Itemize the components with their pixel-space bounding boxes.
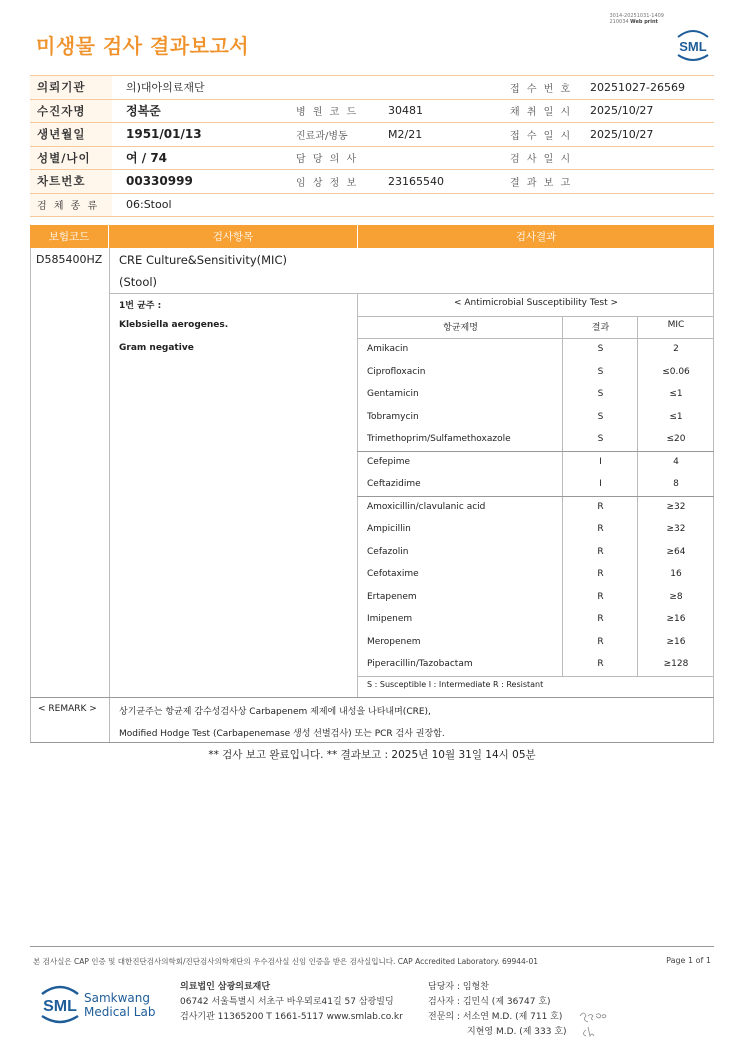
info-row-specimen [30, 194, 714, 218]
col-result: 검사결과 [515, 231, 557, 243]
antibiotic-mic: ≤1 [669, 389, 683, 399]
organism-name: Klebsiella aerogenes. [119, 320, 229, 330]
staff-1: 임형찬 [462, 982, 489, 992]
antibiotic-mic: 16 [670, 569, 682, 579]
row-divider-ast-title [357, 316, 714, 317]
test-item-line2: (Stool) [119, 275, 158, 289]
stamp-id: 3014-20251031-1409 [609, 13, 664, 19]
brand-line2: Medical Lab [84, 1005, 156, 1019]
antibiotic-result: R [597, 569, 604, 579]
clinical-value: 23165540 [388, 174, 444, 188]
name-label: 수진자명 [30, 100, 112, 123]
antibiotic-mic: ≥16 [666, 614, 686, 624]
sml-logo [672, 25, 714, 63]
table-border-left [30, 248, 31, 742]
staff-4: 지현영 M.D. (제 333 호) [467, 1027, 567, 1037]
svg-text:SML: SML [679, 39, 707, 54]
hospital-code-value: 30481 [388, 104, 423, 118]
antibiotic-result: R [597, 546, 604, 557]
antibiotic-name: Ampicillin [367, 524, 411, 534]
antibiotic-mic: ≤20 [666, 434, 686, 444]
remark-line2: Modified Hodge Test (Carbapenemase 생성 선별검사) 또는 PCR 검사 권장함. [119, 729, 445, 739]
receipt-no-label: 접 수 번 호 [510, 83, 573, 95]
antibiotic-name: Amoxicillin/clavulanic acid [367, 501, 486, 512]
stamp-code: 210034 [609, 19, 629, 25]
hospital-code-label: 병 원 코 드 [296, 107, 359, 119]
antibiotic-name: Trimethoprim/Sulfamethoxazole [367, 434, 511, 444]
remark-label: < REMARK > [38, 704, 97, 714]
antibiotic-result: S [597, 411, 604, 422]
info-row-chart [30, 170, 714, 194]
ast-title: < Antimicrobial Susceptibility Test > [454, 298, 618, 308]
antibiotic-mic: ≥64 [666, 546, 686, 557]
info-row-name [30, 100, 714, 124]
received-value: 2025/10/27 [590, 127, 654, 141]
dob-label: 생년월일 [30, 123, 112, 146]
report-complete: ** 검사 보고 완료입니다. ** 결과보고 : 2025년 10월 31일 14시 05분 [208, 749, 536, 761]
ast-col-mic: MIC [667, 320, 685, 330]
antibiotic-name: Ertapenem [367, 591, 417, 602]
antibiotic-result: R [597, 501, 604, 512]
org-address: 06742 서울특별시 서초구 바우뫼로41길 57 삼광빌딩 [180, 997, 394, 1007]
page-number: Page 1 of 1 [666, 956, 711, 965]
antibiotic-mic: ≥8 [669, 591, 683, 602]
test-item-line1: CRE Culture&Sensitivity(MIC) [119, 253, 287, 267]
dob-value: 1951/01/13 [126, 127, 202, 142]
staff-2: 김민식 (제 36747 호) [462, 997, 551, 1007]
samkwang-logo-icon [36, 980, 84, 1026]
staff-label-2: 검사자 : [428, 997, 460, 1007]
clinical-label: 임 상 정 보 [296, 177, 359, 189]
antibiotic-name: Amikacin [367, 344, 409, 354]
antibiotic-result: I [599, 456, 602, 467]
info-row-institution [30, 76, 714, 100]
antibiotic-result: R [597, 614, 604, 624]
staff-label-3: 전문의 : [428, 1012, 460, 1022]
chart-label: 차트번호 [30, 170, 112, 193]
patient-info-grid [30, 75, 714, 217]
col-code: 보험코드 [30, 225, 109, 248]
row-divider-group-ir [357, 496, 714, 497]
antibiotic-result: S [597, 389, 604, 399]
antibiotic-name: Ceftazidime [367, 479, 421, 489]
chart-value: 00330999 [126, 174, 193, 189]
row-divider-legend [357, 676, 714, 677]
org-contact: 검사기관 11365200 T 1661-5117 www.smlab.co.kr [180, 1012, 403, 1022]
name-value: 정복준 [126, 104, 161, 119]
antibiotic-result: S [597, 366, 604, 377]
tested-value [576, 147, 714, 170]
institution-label: 의뢰기관 [30, 76, 112, 99]
antibiotic-result: R [597, 659, 604, 669]
specimen-label: 검 체 종 류 [30, 194, 112, 217]
antibiotic-mic: 8 [673, 479, 679, 489]
antibiotic-result: S [597, 434, 604, 444]
antibiotic-name: Gentamicin [367, 389, 419, 399]
brand-name [84, 991, 155, 1019]
row-divider-remark [30, 697, 714, 698]
antibiotic-mic: ≥32 [666, 524, 686, 534]
antibiotic-name: Cefazolin [367, 546, 409, 557]
test-code: D585400HZ [36, 253, 103, 266]
collected-label: 채 취 일 시 [510, 107, 573, 119]
info-row-sex-age [30, 147, 714, 171]
antibiotic-mic: ≤1 [669, 411, 683, 422]
org-name: 의료법인 삼광의료재단 [180, 982, 271, 992]
antibiotic-mic: 4 [673, 456, 679, 467]
antibiotic-result: I [599, 479, 602, 489]
row-divider-ast-head [357, 338, 714, 339]
antibiotic-name: Cefepime [367, 456, 411, 467]
ast-legend: S : Susceptible I : Intermediate R : Resistant [367, 680, 544, 689]
antibiotic-name: Piperacillin/Tazobactam [367, 659, 473, 669]
received-label: 접 수 일 시 [510, 130, 573, 142]
gram-stain: Gram negative [119, 343, 194, 353]
table-border-bottom [30, 742, 714, 743]
antibiotic-mic: 2 [673, 344, 679, 354]
staff-label-1: 담당자 : [428, 982, 460, 992]
antibiotic-mic: ≥32 [666, 501, 686, 512]
antibiotic-name: Imipenem [367, 614, 413, 624]
staff-3: 서소연 M.D. (제 711 호) [462, 1012, 563, 1022]
antibiotic-mic: ≥128 [663, 659, 689, 669]
antibiotic-result: R [597, 524, 604, 534]
col-item: 검사항목 [109, 225, 358, 248]
row-divider-group-si [357, 451, 714, 452]
col-divider-code [109, 248, 110, 742]
antibiotic-result: R [597, 591, 604, 602]
brand-line1: Samkwang [84, 991, 150, 1005]
sex-age-value: 여 / 74 [126, 151, 168, 166]
institution-value: 의)대아의료재단 [126, 81, 205, 95]
sex-age-label: 성별/나이 [30, 147, 112, 170]
staff-block [428, 980, 567, 1040]
antibiotic-result: R [597, 636, 604, 647]
doctor-value [374, 147, 496, 170]
specimen-value: 06:Stool [126, 198, 172, 212]
footer-divider [30, 946, 714, 947]
signature-image [578, 1008, 612, 1038]
info-row-dob [30, 123, 714, 147]
antibiotic-name: Tobramycin [367, 411, 419, 422]
stamp-web: Web print [630, 19, 658, 25]
row-divider-strain [109, 293, 714, 294]
antibiotic-name: Ciprofloxacin [367, 366, 426, 377]
print-stamp [609, 13, 664, 25]
strain-label: 1번 균주 : [119, 301, 162, 311]
doctor-label: 담 당 의 사 [296, 154, 359, 166]
certification-note: 본 검사실은 CAP 인증 및 대한진단검사의학회/진단검사의학재단의 우수검사실 신임 인증을 받은 검사실입니다. CAP Accredited Laboratory. 69944-01 [33, 957, 539, 966]
ast-col-drug: 항균제명 [443, 323, 478, 333]
result-table-header [30, 225, 714, 248]
antibiotic-result: S [597, 344, 604, 354]
receipt-no-value: 20251027-26569 [590, 80, 685, 94]
report-title: 미생물 검사 결과보고서 [36, 34, 250, 58]
ast-col-result: 결과 [591, 323, 610, 333]
antibiotic-name: Meropenem [367, 636, 421, 647]
tested-label: 검 사 일 시 [510, 154, 573, 166]
dept-label: 진료과/병동 [296, 130, 348, 142]
collected-value: 2025/10/27 [590, 104, 654, 118]
report-label: 결 과 보 고 [510, 177, 573, 189]
report-value [576, 170, 714, 193]
antibiotic-mic: ≤0.06 [662, 366, 690, 377]
dept-value: M2/21 [388, 127, 423, 141]
org-block [180, 980, 403, 1025]
svg-text:SML: SML [43, 998, 77, 1015]
antibiotic-mic: ≥16 [666, 636, 686, 647]
remark-line1: 상기균주는 항균제 감수성검사상 Carbapenem 제제에 내성을 나타내며(CRE), [119, 707, 431, 717]
antibiotic-name: Cefotaxime [367, 569, 419, 579]
